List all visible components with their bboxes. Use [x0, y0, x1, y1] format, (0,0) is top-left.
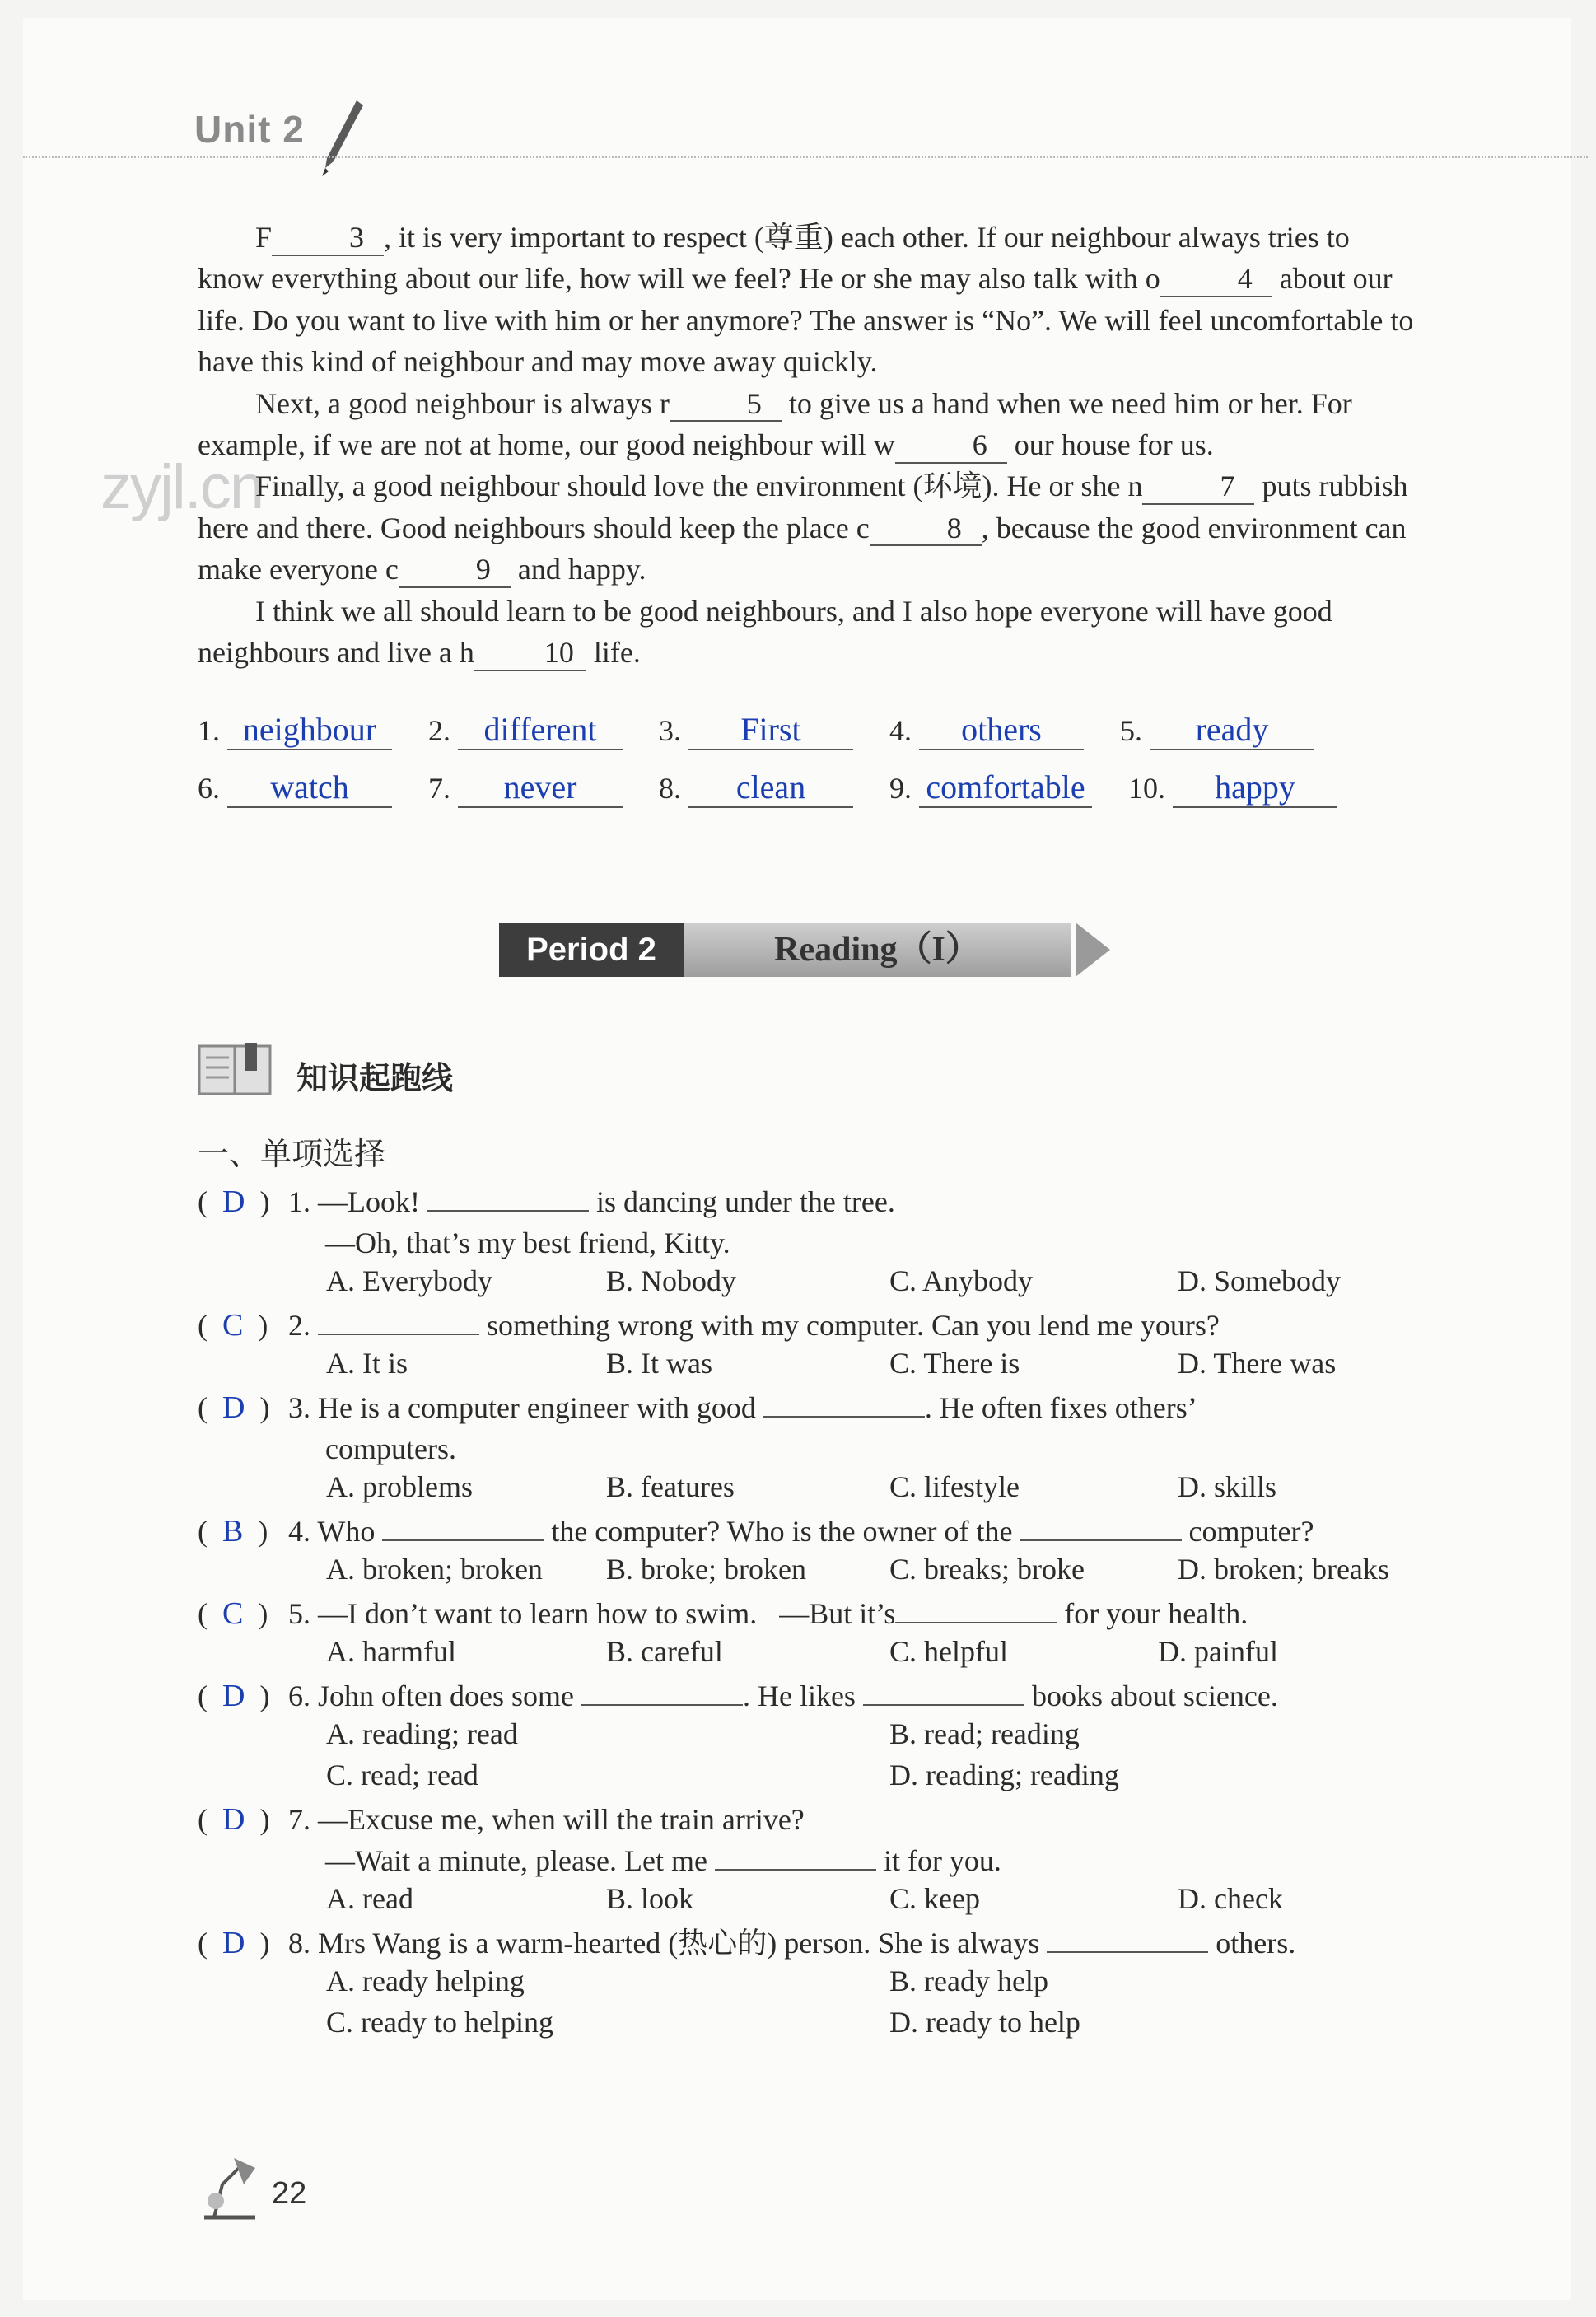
- option: B. It was: [606, 1347, 712, 1380]
- open-book-icon: [198, 1041, 273, 1099]
- answer-6[interactable]: watch: [227, 768, 392, 808]
- question: ( B ) 4. Who the computer? Who is the owner of the computer?: [198, 1514, 1314, 1549]
- blank-3: 3: [272, 222, 384, 256]
- option: C. read; read: [326, 1759, 478, 1791]
- blank-8: 8: [870, 512, 982, 547]
- period-banner: [499, 923, 1108, 980]
- answer-7[interactable]: never: [458, 768, 623, 808]
- blank-5: 5: [670, 388, 782, 423]
- option: B. features: [606, 1470, 735, 1503]
- option: A. read: [326, 1882, 413, 1915]
- blank-6: 6: [895, 429, 1007, 464]
- passage-paragraph: F 3 , it is very important to respect (尊重) each other. If our neighbour always tries to know everything about our life, how will we feel? He or she may also talk with o 4 about our life. Do you want to live with him or her anymore? The answer is “No”. We will feel uncomfortable to have this kind of neighbour and may move away quickly.: [198, 221, 1414, 379]
- passage-paragraph: Next, a good neighbour is always r 5 to give us a hand when we need him or her. For example, if we are not at home, our good neighbour will w 6 our house for us.: [198, 383, 1416, 466]
- answer-1[interactable]: neighbour: [227, 710, 392, 750]
- header-divider: [23, 156, 1588, 158]
- answer-paren: ( D ): [198, 1184, 270, 1219]
- question: ( D ) 7. —Excuse me, when will the train arrive? —Wait a minute, please. Let me it for you.: [198, 1802, 1001, 1877]
- option: D. reading; reading: [889, 1759, 1119, 1791]
- option: D. check: [1178, 1882, 1283, 1915]
- answer-2[interactable]: different: [458, 710, 623, 750]
- blank-4: 4: [1160, 263, 1272, 297]
- option: C. breaks; broke: [889, 1553, 1085, 1586]
- option: B. ready help: [889, 1964, 1048, 1997]
- option: D. ready to help: [889, 2006, 1080, 2039]
- option: B. read; reading: [889, 1717, 1080, 1750]
- arrow-right-icon: [1076, 923, 1110, 977]
- passage: [198, 217, 1416, 673]
- option: A. Everybody: [326, 1264, 492, 1297]
- watermark: zyjl.cn: [100, 452, 264, 522]
- option: A. It is: [326, 1347, 408, 1380]
- answer-4[interactable]: others: [919, 710, 1084, 750]
- option: D. broken; breaks: [1178, 1553, 1389, 1586]
- answer-row: 1. neighbour 2. different 3. First 4. others 5. ready: [198, 710, 1433, 750]
- period-subtitle: Reading（I）: [684, 923, 1071, 977]
- page-number: 22: [272, 2176, 307, 2211]
- option: A. ready helping: [326, 1964, 525, 1997]
- option: A. reading; read: [326, 1717, 518, 1750]
- answer-3[interactable]: First: [688, 710, 853, 750]
- answer-row: 6. watch 7. never 8. clean 9. comfortable 10. happy: [198, 768, 1433, 808]
- blank-7: 7: [1142, 470, 1254, 505]
- question: ( D ) 1. —Look! is dancing under the tree. —Oh, that’s my best friend, Kitty.: [198, 1181, 1449, 1264]
- option: C. lifestyle: [889, 1470, 1020, 1503]
- period-label: Period 2: [499, 923, 684, 977]
- question: ( D ) 6. John often does some . He likes books about science.: [198, 1679, 1278, 1713]
- subsection-title: 一、单项选择: [198, 1136, 386, 1172]
- option: C. ready to helping: [326, 2006, 553, 2039]
- blank-10: 10: [474, 637, 586, 671]
- blank-9: 9: [399, 554, 511, 588]
- answer-5[interactable]: ready: [1150, 710, 1314, 750]
- passage-paragraph: I think we all should learn to be good neighbours, and I also hope everyone will have good neighbours and live a h 10 life.: [198, 591, 1416, 674]
- option: D. painful: [1158, 1635, 1278, 1668]
- answer-9[interactable]: comfortable: [919, 768, 1092, 808]
- section-heading: [198, 1041, 454, 1106]
- option: D. Somebody: [1178, 1264, 1341, 1297]
- question: ( D ) 8. Mrs Wang is a warm-hearted (热心的) person. She is always others.: [198, 1926, 1296, 1960]
- option: B. Nobody: [606, 1264, 737, 1297]
- option: D. skills: [1178, 1470, 1277, 1503]
- option: A. problems: [326, 1470, 473, 1503]
- option: A. broken; broken: [326, 1553, 543, 1586]
- option: B. look: [606, 1882, 694, 1915]
- pen-icon: [317, 97, 366, 180]
- option: B. careful: [606, 1635, 723, 1668]
- option: C. helpful: [889, 1635, 1008, 1668]
- answer-10[interactable]: happy: [1173, 768, 1337, 808]
- option: B. broke; broken: [606, 1553, 806, 1586]
- question: ( C ) 5. —I don’t want to learn how to swim. —But it’s for your health.: [198, 1596, 1248, 1631]
- desk-lamp-icon: [198, 2151, 268, 2222]
- option: C. Anybody: [889, 1264, 1034, 1297]
- option: C. keep: [889, 1882, 980, 1915]
- answer-8[interactable]: clean: [688, 768, 853, 808]
- option: D. There was: [1178, 1347, 1337, 1380]
- unit-title: Unit 2: [194, 108, 305, 151]
- question: ( C ) 2. something wrong with my computer. Can you lend me yours?: [198, 1308, 1220, 1343]
- option: A. harmful: [326, 1635, 456, 1668]
- passage-paragraph: Finally, a good neighbour should love the environment (环境). He or she n 7 puts rubbish here and there. Good neighbours should keep the place c 8 , because the good environment can make everyone c 9 and happy.: [198, 465, 1416, 590]
- option: C. There is: [889, 1347, 1020, 1380]
- question: ( D ) 3. He is a computer engineer with good . He often fixes others’ computers.: [198, 1390, 1197, 1465]
- section-title: 知识起跑线: [296, 1060, 454, 1096]
